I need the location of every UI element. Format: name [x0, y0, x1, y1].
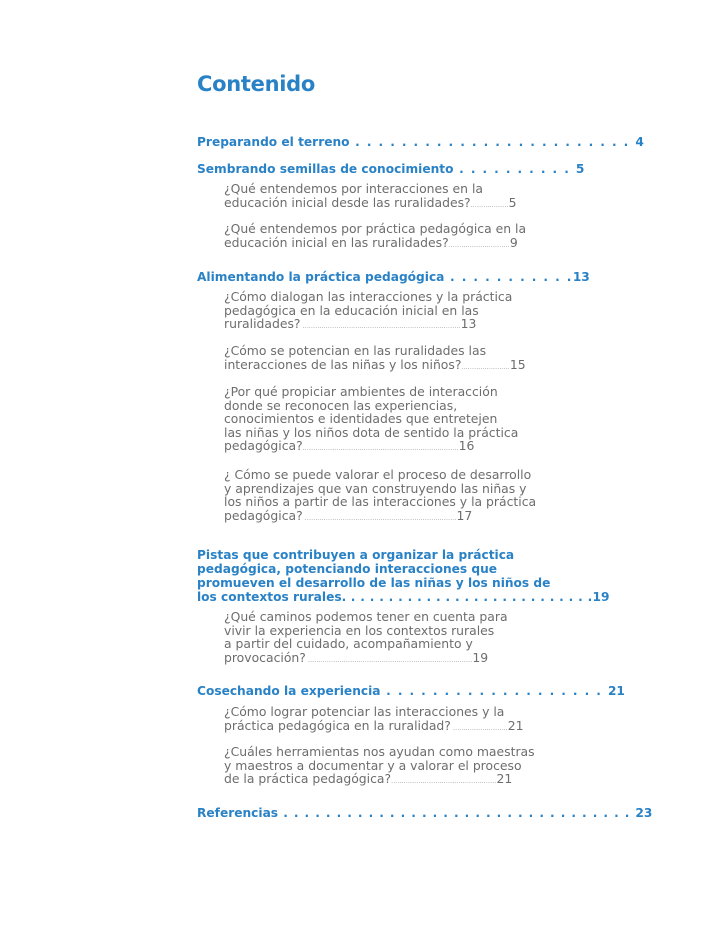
toc-subentry-line: conocimientos e identidades que entretejen	[224, 411, 498, 427]
toc-page-number: 19	[472, 649, 489, 665]
toc-subentry-valorar[interactable]	[224, 468, 542, 525]
toc-subentry-potencian[interactable]	[224, 344, 542, 374]
toc-entry-line: Pistas que contribuyen a organizar la práctica	[197, 548, 515, 562]
toc-page-number: 9	[509, 234, 518, 250]
toc-page-number: 15	[509, 356, 526, 372]
toc-subentry-line: de la práctica pedagógica?	[224, 771, 392, 787]
toc-leader: . . . . . . . . . . . . . . . . . . . . . . . . . . . . . . . . .	[278, 806, 636, 820]
toc-subentry-line: a partir del cuidado, acompañamiento y	[224, 636, 473, 652]
toc-subentry-line: ¿Por qué propiciar ambientes de interacción	[224, 384, 498, 399]
toc-subentry-caminos[interactable]	[224, 610, 542, 667]
toc-page-number: 5	[575, 162, 585, 176]
toc-page-number: 16	[458, 438, 475, 454]
toc-subentry-interacciones[interactable]	[224, 182, 542, 212]
toc-entry-label: Cosechando la experiencia	[197, 684, 381, 698]
toc-subentry-dialogan[interactable]	[224, 290, 542, 334]
toc-subentry-line: vivir la experiencia en los contextos rurales	[224, 622, 495, 638]
toc-page-number: 19	[592, 590, 610, 604]
toc-subentry-line: ¿Cómo dialogan las interacciones y la práctica	[224, 289, 513, 304]
toc-entry-label: Sembrando semillas de conocimiento	[197, 162, 454, 176]
toc-subentry-line: ¿Cuáles herramientas nos ayudan como maestras	[224, 744, 535, 759]
toc-page-number: 17	[456, 507, 473, 523]
toc-page-number: 13	[572, 270, 590, 284]
toc-subentry-lograr[interactable]	[224, 705, 542, 735]
toc-entry-cosechando[interactable]	[197, 684, 625, 698]
toc-leader: . . . . . . . . . . . . . . . . . . . . . . . . . .	[346, 590, 593, 604]
toc-entry-alimentando[interactable]	[197, 270, 590, 284]
toc-entry-sembrando[interactable]	[197, 162, 585, 176]
toc-entry-referencias[interactable]	[197, 806, 653, 820]
toc-leader: ........................................................................	[302, 514, 457, 522]
toc-page-number: 21	[507, 717, 524, 733]
toc-leader: ..........................................................................	[302, 445, 459, 453]
toc-subentry-line: pedagógica en la educación inicial en las	[224, 302, 479, 318]
toc-entry-pistas[interactable]	[197, 548, 610, 604]
toc-subentry-line: educación inicial en las ruralidades?	[224, 234, 449, 250]
toc-subentry-line: interacciones de las niñas y los niños?	[224, 356, 462, 372]
toc-subentry-line: ¿Cómo se potencian en las ruralidades las	[224, 343, 487, 358]
toc-entry-preparando[interactable]	[197, 135, 644, 149]
toc-entry-label: Referencias	[197, 806, 279, 820]
toc-leader: ..........................	[450, 724, 508, 732]
toc-subentry-line: pedagógica?	[224, 507, 303, 523]
toc-page-number: 13	[460, 316, 477, 332]
toc-subentry-line: práctica pedagógica en la ruralidad?	[224, 717, 451, 733]
toc-page-number: 21	[607, 684, 625, 698]
toc-entry-line: promueven el desarrollo de las niñas y los niños de	[197, 576, 551, 590]
toc-subentry-line: educación inicial desde las ruralidades?	[224, 194, 471, 210]
toc-leader: ..................................................	[391, 778, 497, 786]
toc-subentry-line: ¿Qué entendemos por práctica pedagógica en la	[224, 221, 527, 236]
toc-subentry-line: ruralidades?	[224, 316, 301, 332]
toc-subentry-line: pedagógica?	[224, 438, 303, 454]
toc-subentry-line: los niños a partir de las interacciones y la práctica	[224, 494, 537, 510]
toc-leader: ...........................................................................	[300, 323, 461, 331]
toc-leader: . . . . . . . . . . . . . . . . . . .	[380, 684, 608, 698]
toc-entry-label: Alimentando la práctica pedagógica	[197, 270, 445, 284]
toc-subentry-line: ¿Qué entendemos por interacciones en la	[224, 181, 483, 196]
toc-leader: . . . . . . . . . . . . . . . . . . . . . . . .	[349, 135, 636, 149]
toc-leader: ..................	[470, 201, 509, 209]
toc-subentry-line: ¿Qué caminos podemos tener en cuenta para	[224, 609, 508, 624]
toc-page-number: 23	[635, 806, 653, 820]
toc-leader: .......................	[461, 363, 510, 371]
toc-leader: . . . . . . . . . . .	[444, 270, 573, 284]
toc-page-number: 4	[635, 135, 644, 149]
toc-subentry-practica[interactable]	[224, 222, 542, 252]
toc-subentry-line: las niñas y los niños dota de sentido la práctica	[224, 424, 519, 440]
toc-subentry-herramientas[interactable]	[224, 745, 542, 789]
toc-subentry-ambientes[interactable]	[224, 385, 542, 456]
toc-subentry-line: ¿Cómo lograr potenciar las interacciones y la	[224, 704, 505, 719]
toc-subentry-line: y maestros a documentar y a valorar el proceso	[224, 757, 522, 773]
page-title: Contenido	[197, 72, 315, 96]
toc-entry-label: Preparando el terreno	[197, 135, 350, 149]
toc-subentry-line: ¿ Cómo se puede valorar el proceso de desarrollo	[224, 467, 532, 482]
toc-entry-line: los contextos rurales.	[197, 590, 347, 604]
toc-leader: . . . . . . . . . .	[453, 162, 576, 176]
toc-subentry-line: y aprendizajes que van construyendo las niñas y	[224, 480, 527, 496]
toc-leader: .............................	[448, 241, 510, 249]
toc-page-number: 21	[496, 771, 513, 787]
toc-entry-line: pedagógica, potenciando interacciones que	[197, 562, 498, 576]
toc-page-number: 5	[508, 194, 517, 210]
toc-subentry-line: provocación?	[224, 649, 306, 665]
toc-leader: ..............................................................................	[305, 656, 473, 664]
toc-subentry-line: donde se reconocen las experiencias,	[224, 397, 458, 413]
